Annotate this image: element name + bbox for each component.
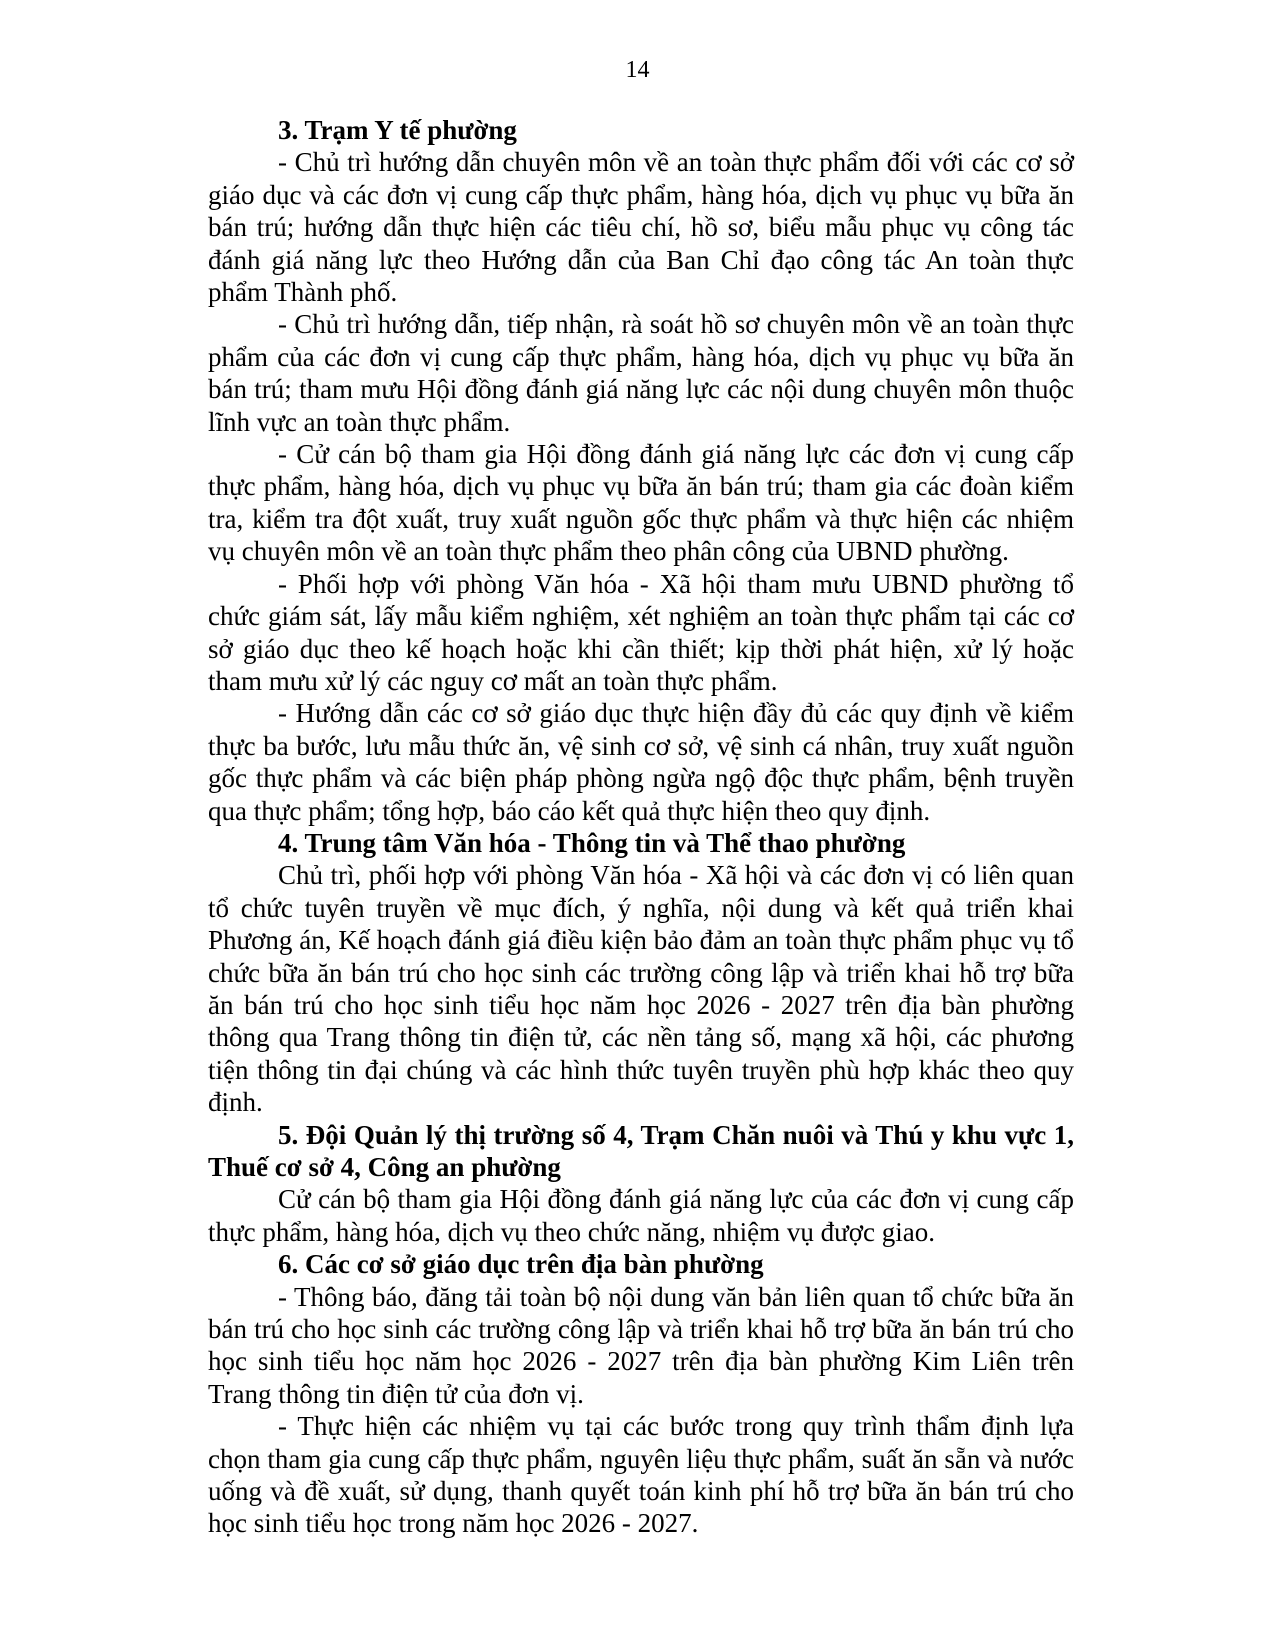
page-number: 14 bbox=[625, 57, 650, 83]
paragraph: - Thực hiện các nhiệm vụ tại các bước trong quy trình thẩm định lựa chọn tham gia cung cấp thực phẩm, nguyên liệu thực phẩm, suất ăn sẵn và nước uống và đề xuất, sử dụng, thanh quyết toán kinh phí hỗ trợ bữa ăn bán trú cho học sinh tiểu học trong năm học 2026 - 2027. bbox=[208, 1411, 1074, 1539]
paragraph: Cử cán bộ tham gia Hội đồng đánh giá năng lực của các đơn vị cung cấp thực phẩm, hàng hóa, dịch vụ theo chức năng, nhiệm vụ được giao. bbox=[208, 1184, 1074, 1247]
paragraph: - Cử cán bộ tham gia Hội đồng đánh giá năng lực các đơn vị cung cấp thực phẩm, hàng hóa, dịch vụ phục vụ bữa ăn bán trú; tham gia các đoàn kiểm tra, kiểm tra đột xuất, truy xuất nguồn gốc thực phẩm và thực hiện các nhiệm vụ chuyên môn về an toàn thực phẩm theo phân công của UBND phường. bbox=[208, 439, 1074, 567]
paragraph: - Hướng dẫn các cơ sở giáo dục thực hiện đầy đủ các quy định về kiểm thực ba bước, lưu mẫu thức ăn, vệ sinh cơ sở, vệ sinh cá nhân, truy xuất nguồn gốc thực phẩm và các biện pháp phòng ngừa ngộ độc thực phẩm, bệnh truyền qua thực phẩm; tổng hợp, báo cáo kết quả thực hiện theo quy định. bbox=[208, 698, 1074, 826]
section-trung-tam-van-hoa bbox=[208, 827, 1074, 1119]
section-co-so-giao-duc bbox=[208, 1248, 1074, 1540]
section-heading: 6. Các cơ sở giáo dục trên địa bàn phường bbox=[278, 1249, 764, 1280]
paragraph: - Phối hợp với phòng Văn hóa - Xã hội tham mưu UBND phường tổ chức giám sát, lấy mẫu kiểm nghiệm, xét nghiệm an toàn thực phẩm tại các cơ sở giáo dục theo kế hoạch hoặc khi cần thiết; kịp thời phát hiện, xử lý hoặc tham mưu xử lý các nguy cơ mất an toàn thực phẩm. bbox=[208, 568, 1074, 696]
section-heading: 4. Trung tâm Văn hóa - Thông tin và Thể thao phường bbox=[278, 827, 906, 858]
section-doi-quan-ly-thi-truong bbox=[208, 1119, 1074, 1249]
paragraph: - Thông báo, đăng tải toàn bộ nội dung văn bản liên quan tổ chức bữa ăn bán trú cho học sinh các trường công lập và triển khai hỗ trợ bữa ăn bán trú cho học sinh tiểu học năm học 2026 - 2027 trên địa bàn phường Kim Liên trên Trang thông tin điện tử của đơn vị. bbox=[208, 1281, 1074, 1409]
section-heading: 3. Trạm Y tế phường bbox=[278, 115, 517, 145]
paragraph: - Chủ trì hướng dẫn, tiếp nhận, rà soát hồ sơ chuyên môn về an toàn thực phẩm của các đơn vị cung cấp thực phẩm, hàng hóa, dịch vụ phục vụ bữa ăn bán trú; tham mưu Hội đồng đánh giá năng lực các nội dung chuyên môn thuộc lĩnh vực an toàn thực phẩm. bbox=[208, 309, 1074, 437]
paragraph: Chủ trì, phối hợp với phòng Văn hóa - Xã hội và các đơn vị có liên quan tổ chức tuyên truyền về mục đích, ý nghĩa, nội dung và kết quả triển khai Phương án, Kế hoạch đánh giá điều kiện bảo đảm an toàn thực phẩm phục vụ tổ chức bữa ăn bán trú cho học sinh các trường công lập và triển khai hỗ trợ bữa ăn bán trú cho học sinh tiểu học năm học 2026 - 2027 trên địa bàn phường thông qua Trang thông tin điện tử, các nền tảng số, mạng xã hội, các phương tiện thông tin đại chúng và các hình thức tuyên truyền phù hợp khác theo quy định. bbox=[208, 860, 1074, 1118]
section-tram-y-te bbox=[208, 114, 1074, 827]
document-body bbox=[208, 114, 1074, 1540]
paragraph: - Chủ trì hướng dẫn chuyên môn về an toàn thực phẩm đối với các cơ sở giáo dục và các đơn vị cung cấp thực phẩm, hàng hóa, dịch vụ phục vụ bữa ăn bán trú; hướng dẫn thực hiện các tiêu chí, hồ sơ, biểu mẫu phục vụ công tác đánh giá năng lực theo Hướng dẫn của Ban Chỉ đạo công tác An toàn thực phẩm Thành phố. bbox=[208, 147, 1074, 308]
section-heading: 5. Đội Quản lý thị trường số 4, Trạm Chăn nuôi và Thú y khu vực 1, Thuế cơ sở 4, Công an phường bbox=[208, 1119, 1074, 1182]
